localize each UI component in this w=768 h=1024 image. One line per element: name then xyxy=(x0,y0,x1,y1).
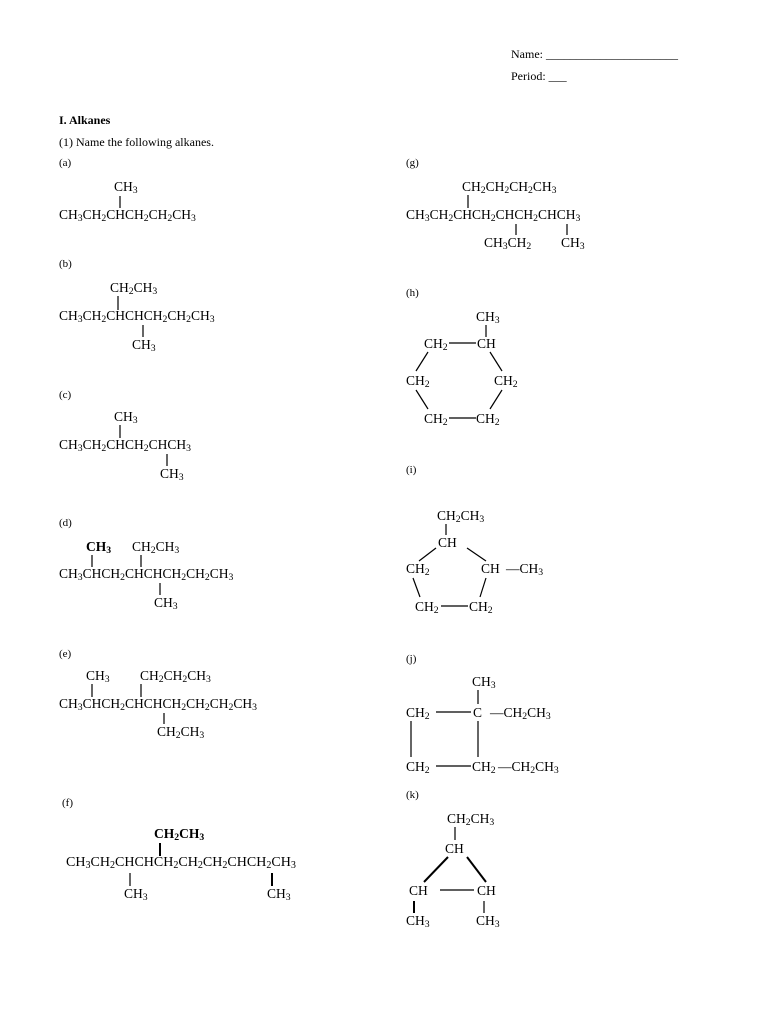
problem-j-label: (j) xyxy=(406,653,417,665)
problem-e-substituent-top-1: $CH_3$ xyxy=(86,668,110,685)
problem-h-ring-atom-6: $CH_2$ xyxy=(476,411,500,428)
problem-f-substituent-bottom-2: $CH_3$ xyxy=(267,886,291,903)
problem-f-substituent-bottom-1: $CH_3$ xyxy=(124,886,148,903)
problem-b-substituent-top: $CH_2CH_3$ xyxy=(110,280,158,297)
problem-f-label: (f) xyxy=(62,797,73,809)
problem-i-label: (i) xyxy=(406,464,417,476)
problem-i-ring-atom-4: $CH_2$ xyxy=(415,599,439,616)
problem-e-label: (e) xyxy=(59,648,72,660)
problem-i-ring-atom-1: CH xyxy=(438,535,457,550)
problem-g-label: (g) xyxy=(406,157,419,169)
problem-k-ring-atom-left: CH xyxy=(409,883,428,898)
problem-i-ring-atom-5: $CH_2$ xyxy=(469,599,493,616)
problem-k-substituent-left: $CH_3$ xyxy=(406,913,430,930)
problem-e-substituent-bottom: $CH_2CH_3$ xyxy=(157,724,205,741)
problem-k-ring-atom-right: CH xyxy=(477,883,496,898)
problem-e-substituent-top-2: $CH_2CH_2CH_3$ xyxy=(140,668,211,685)
problem-i-substituent-right: $—CH_3$ xyxy=(506,561,544,578)
problem-h-ring-atom-1: $CH_2$ xyxy=(424,336,448,353)
problem-c-substituent-bottom: $CH_3$ xyxy=(160,466,184,483)
problem-c-main-chain: $CH_3CH_2CHCH_2CHCH_3$ xyxy=(59,437,191,454)
problem-e-main-chain: $CH_3CHCH_2CHCHCH_2CH_2CH_2CH_3$ xyxy=(59,696,257,713)
bond-h-4-6 xyxy=(490,390,502,409)
bond-i-3-5 xyxy=(480,578,486,597)
problem-b-label: (b) xyxy=(59,258,72,270)
problem-i-substituent-top: $CH_2CH_3$ xyxy=(437,508,485,525)
bond-i-2-4 xyxy=(413,578,420,597)
problem-d-main-chain: $CH_3CHCH_2CHCHCH_2CH_2CH_3$ xyxy=(59,566,234,583)
problem-j-ring-atom-bottom-right: $CH_2$ xyxy=(472,759,496,776)
problem-d-substituent-bottom: $CH_3$ xyxy=(154,595,178,612)
problem-h-ring-atom-3: $CH_2$ xyxy=(406,373,430,390)
problem-c-label: (c) xyxy=(59,389,72,401)
period-field-label: Period: ___ xyxy=(511,69,567,83)
bond-i-1-2 xyxy=(419,548,436,561)
problem-h-ring-atom-5: $CH_2$ xyxy=(424,411,448,428)
bond-h-3-5 xyxy=(416,390,428,409)
problem-d-substituent-top-2: $CH_2CH_3$ xyxy=(132,539,180,556)
problem-j-substituent-top: $CH_3$ xyxy=(472,674,496,691)
problem-g-substituent-bottom-2: $CH_3$ xyxy=(561,235,585,252)
bond-h-2-4 xyxy=(490,352,502,371)
bond-h-1-3 xyxy=(416,352,428,371)
problem-h-ring-atom-2: CH xyxy=(477,336,496,351)
problem-b-substituent-bottom: $CH_3$ xyxy=(132,337,156,354)
bond-k-apex-left xyxy=(424,857,448,882)
problem-j-ring-atom-top-left: $CH_2$ xyxy=(406,705,430,722)
instruction-text: (1) Name the following alkanes. xyxy=(59,135,214,149)
problem-k-substituent-top: $CH_2CH_3$ xyxy=(447,811,495,828)
problem-j-substituent-top-right: $—CH_2CH_3$ xyxy=(490,705,551,722)
problem-i-ring-atom-3: CH xyxy=(481,561,500,576)
problem-a-main-chain: $CH_3CH_2CHCH_2CH_2CH_3$ xyxy=(59,207,196,224)
problem-f-substituent-top: $CH_2CH_3$ xyxy=(154,826,205,843)
problem-g-substituent-bottom-1: $CH_3CH_2$ xyxy=(484,235,532,252)
bond-i-1-3 xyxy=(467,548,486,561)
problem-h-ring-atom-4: $CH_2$ xyxy=(494,373,518,390)
problem-a-label: (a) xyxy=(59,157,72,169)
problem-c-substituent-top: $CH_3$ xyxy=(114,409,138,426)
problem-b-main-chain: $CH_3CH_2CHCHCH_2CH_2CH_3$ xyxy=(59,308,215,325)
problem-j-ring-atom-top-right: C xyxy=(473,705,483,720)
problem-h-substituent: $CH_3$ xyxy=(476,309,500,326)
problem-k-label: (k) xyxy=(406,789,419,801)
problem-h-label: (h) xyxy=(406,287,419,299)
problem-i-ring-atom-2: $CH_2$ xyxy=(406,561,430,578)
problem-d-label: (d) xyxy=(59,517,72,529)
problem-d-substituent-top-1: $CH_3$ xyxy=(86,539,112,556)
name-field-label: Name: ______________________ xyxy=(511,47,678,61)
problem-k-ring-atom-apex: CH xyxy=(445,841,464,856)
problem-g-main-chain: $CH_3CH_2CHCH_2CHCH_2CHCH_3$ xyxy=(406,207,581,224)
problem-j-substituent-bottom-right: $—CH_2CH_3$ xyxy=(498,759,559,776)
bond-k-apex-right xyxy=(467,857,486,882)
problem-j-ring-atom-bottom-left: $CH_2$ xyxy=(406,759,430,776)
problem-a-substituent: $CH_3$ xyxy=(114,179,138,196)
problem-k-substituent-right: $CH_3$ xyxy=(476,913,500,930)
problem-f-main-chain: $CH_3CH_2CHCHCH_2CH_2CH_2CHCH_2CH_3$ xyxy=(66,855,296,872)
problem-g-substituent-top: $CH_2CH_2CH_2CH_3$ xyxy=(462,179,557,196)
section-title: I. Alkanes xyxy=(59,113,111,127)
